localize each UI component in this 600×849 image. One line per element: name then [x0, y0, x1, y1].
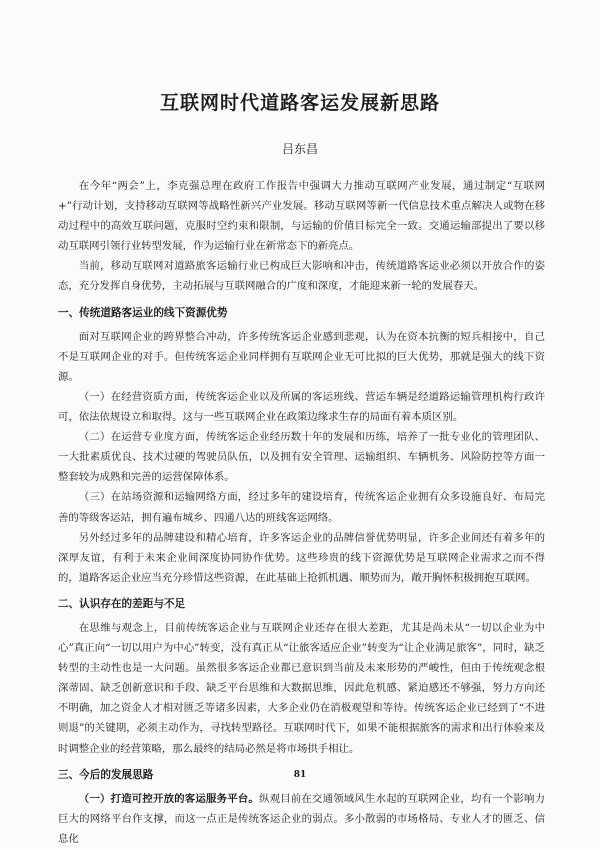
section1-paragraph-3: （二）在运营专业度方面，传统客运企业经历数十年的发展和历练，培养了一批专业化的管理团队、一大批素质优良、技术过硬的驾驶员队伍，以及拥有安全管理、运输组织、车辆机务、风险防控等方面一整套较为成熟和完善的运营保障体系。: [58, 431, 545, 484]
intro-paragraph-1: 在今年“两会”上，李克强总理在政府工作报告中强调大力推动互联网产业发展，通过制定“互联网+”行动计划，支持移动互联网等战略性新兴产业发展。移动互联网等新一代信息技术重点解决人或物在移动过程中的高效互联问题，克服时空约束和限制，与运输的价值目标完全一致。交通运输部提出了要以移动互联网引领行业转型发展，作为运输行业在新常态下的新亮点。: [58, 180, 545, 253]
author-name: 吕东昌: [281, 142, 318, 156]
section1-paragraph-5: 另外经过多年的品牌建设和精心培育，许多客运企业的品牌信誉优势明显，许多企业间还有着多年的深厚友谊，有利于未来企业间深度协同协作优势。这些珍贵的线下资源优势是互联网企业需求之而不得的，道路客运企业应当充分珍惜这些资源，在此基础上抢抓机遇、顺势而为，敞开胸怀积极拥抱互联网。: [58, 531, 545, 584]
article-body: [58, 176, 545, 849]
section3-paragraph-1: [58, 789, 545, 849]
section-heading-2: 二、认识存在的差距与不足: [58, 597, 186, 610]
article-title: 互联网时代道路客运发展新思路: [159, 92, 440, 114]
section2-paragraph-1: 在思维与观念上，目前传统客运企业与互联网企业还存在很大差距，尤其是尚未从“一切以企业为中心”真正向“一切以用户为中心”转变，没有真正从“让旅客适应企业”转变为“让企业满足旅客”，同时，缺乏转型的主动性也是一大问题。虽然很多客运企业都已意识到当前及未来形势的严峻性，但由于传统观念根深蒂固、缺乏创新意识和手段、缺乏平台思维和大数据思维，因此危机感、紧迫感还不够强，努力方向还不明确，加之资金人才相对匮乏等诸多因素，大多企业仍在消极观望和等待。传统客运企业已经到了“不进则退”的关键期，必须主动作为，寻找转型路径。互联网时代下，如果不能根据旅客的需求和出行体验来及时调整企业的经营策略，那么最终的结局必然是将市场拱手相让。: [58, 621, 545, 755]
page-number: 81: [293, 770, 307, 780]
section-heading-1: 一、传统道路客运业的线下资源优势: [58, 306, 228, 319]
section1-paragraph-2: （一）在经营资质方面，传统客运企业以及所属的客运班线、营运车辆是经道路运输管理机构行政许可，依法依规设立和取得。这与一些互联网企业在政策边缘求生存的局面有着本质区别。: [58, 390, 545, 424]
section3-lead: （一）打造可控开放的客运服务平台。: [78, 792, 259, 805]
section-heading-3: 三、今后的发展思路: [58, 768, 154, 781]
section1-paragraph-4: （三）在站场资源和运输网络方面，经过多年的建设培育，传统客运企业拥有众多设施良好、布局完善的等级客运站，拥有遍布城乡、四通八达的班线客运网络。: [58, 491, 545, 524]
section3-text: 纵观目前在交通领域风生水起的互联网企业，均有一个影响力巨大的网络平台作支撑，而这一点正是传统客运企业的弱点。多小散弱的市场格局、专业人才的匮乏、信息化: [58, 792, 545, 845]
section1-paragraph-1: 面对互联网企业的跨界整合冲动，许多传统客运企业感到悲观，认为在资本抗衡的短兵相接中，自己不是互联网企业的对手。但传统客运企业同样拥有互联网企业无可比拟的巨大优势，那就是强大的线下资源。: [58, 330, 545, 383]
intro-paragraph-2: 当前，移动互联网对道路旅客运输行业已构成巨大影响和冲击，传统道路客运业必须以开放合作的姿态，充分发挥自身优势，主动拓展与互联网融合的广度和深度，才能迎来新一轮的发展春天。: [58, 260, 545, 293]
